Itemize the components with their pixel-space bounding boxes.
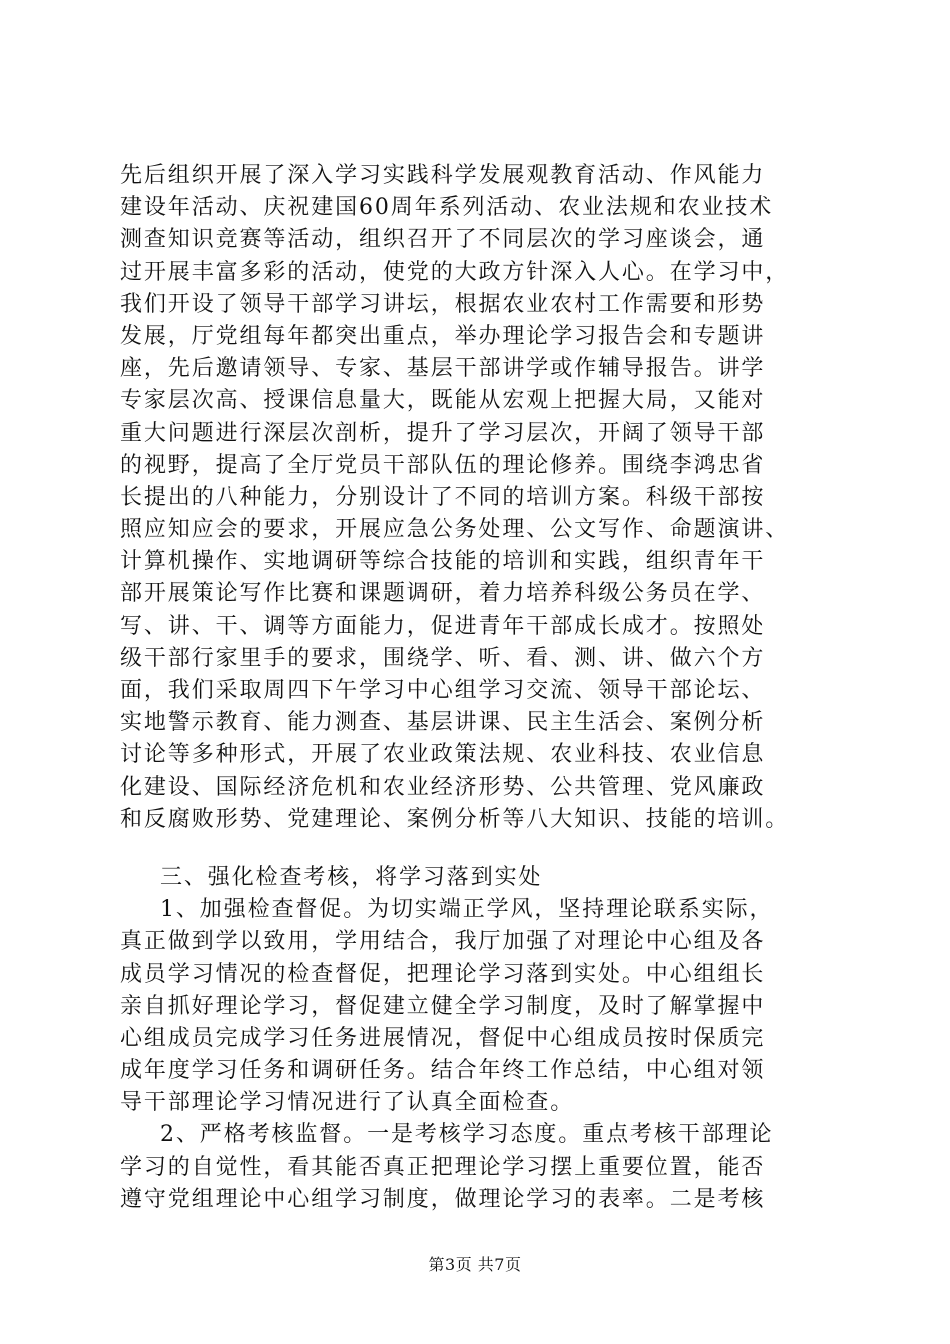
text-line: 和反腐败形势、党建理论、案例分析等八大知识、技能的培训。 [120,806,790,832]
text-line: 心组成员完成学习任务进展情况，督促中心组成员按时保质完 [120,1025,766,1051]
text-line: 亲自抓好理论学习，督促建立健全学习制度，及时了解掌握中 [120,993,766,1019]
paragraph-inspection [120,894,840,1119]
text-line: 2、严格考核监督。一是考核学习态度。重点考核干部理论 [160,1122,774,1148]
text-line: 测查知识竞赛等活动，组织召开了不同层次的学习座谈会，通 [120,227,766,253]
text-line: 导干部理论学习情况进行了认真全面检查。 [120,1090,575,1116]
text-line: 先后组织开展了深入学习实践科学发展观教育活动、作风能力 [120,163,766,188]
text-line: 化建设、国际经济危机和农业经济形势、公共管理、党风廉政 [120,774,766,800]
text-line: 级干部行家里手的要求，围绕学、听、看、测、讲、做六个方 [120,645,766,671]
text-line: 专家层次高、授课信息量大，既能从宏观上把握大局，又能对 [120,388,766,414]
text-line: 建设年活动、庆祝建国60周年系列活动、农业法规和农业技术 [120,195,774,221]
paragraph-spacer [120,836,840,862]
text-line: 我们开设了领导干部学习讲坛，根据农业农村工作需要和形势 [120,291,766,317]
text-line: 发展，厅党组每年都突出重点，举办理论学习报告会和专题讲 [120,323,766,349]
paragraph-activities [120,160,840,836]
text-line: 1、加强检查督促。为切实端正学风，坚持理论联系实际， [160,897,774,923]
text-line: 的视野，提高了全厅党员干部队伍的理论修养。围绕李鸿忠省 [120,452,766,478]
text-line: 实地警示教育、能力测查、基层讲课、民主生活会、案例分析 [120,710,766,736]
text-line: 面，我们采取周四下午学习中心组学习交流、领导干部论坛、 [120,678,766,703]
text-line: 过开展丰富多彩的活动，使党的大政方针深入人心。在学习中， [120,259,790,285]
page-number-footer: 第3页 共7页 [428,1255,522,1274]
text-line: 真正做到学以致用，学用结合，我厅加强了对理论中心组及各 [120,929,766,955]
text-line: 座，先后邀请领导、专家、基层干部讲学或作辅导报告。讲学 [120,356,766,382]
paragraph-assessment [120,1119,840,1216]
text-line: 长提出的八种能力，分别设计了不同的培训方案。科级干部按 [120,484,766,510]
text-line: 照应知应会的要求，开展应急公务处理、公文写作、命题演讲、 [120,517,790,543]
text-line: 成年度学习任务和调研任务。结合年终工作总结，中心组对领 [120,1058,766,1084]
document-body [120,160,840,1216]
text-line: 成员学习情况的检查督促，把理论学习落到实处。中心组组长 [120,961,766,987]
text-line: 写、讲、干、调等方面能力，促进青年干部成长成才。按照处 [120,613,766,639]
text-line: 遵守党组理论中心组学习制度，做理论学习的表率。二是考核 [120,1186,766,1212]
text-line: 学习的自觉性，看其能否真正把理论学习摆上重要位置，能否 [120,1154,766,1180]
section-heading: 三、强化检查考核，将学习落到实处 [160,864,543,890]
text-line: 重大问题进行深层次剖析，提升了学习层次，开阔了领导干部 [120,420,766,446]
text-line: 部开展策论写作比赛和课题调研，着力培养科级公务员在学、 [120,581,766,607]
text-line: 讨论等多种形式，开展了农业政策法规、农业科技、农业信息 [120,742,766,768]
text-line: 计算机操作、实地调研等综合技能的培训和实践，组织青年干 [120,549,766,575]
